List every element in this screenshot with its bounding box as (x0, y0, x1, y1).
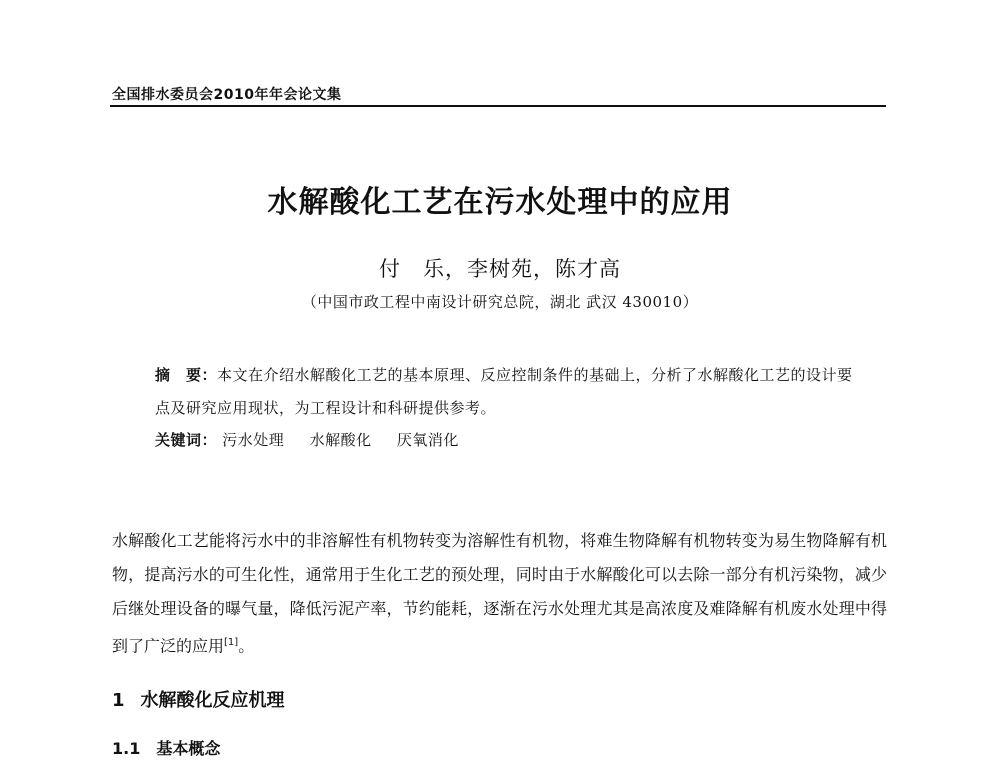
subsection-number: 1.1 (112, 739, 141, 758)
abstract-text: 本文在介绍水解酸化工艺的基本原理、反应控制条件的基础上，分析了水解酸化工艺的设计要点及研究应用现状，为工程设计和科研提供参考。 (155, 366, 853, 417)
subsection-heading-1-1 (112, 736, 220, 759)
paper-affiliation: （中国市政工程中南设计研究总院，湖北 武汉 430010） (301, 293, 699, 311)
section-heading-1 (112, 686, 285, 712)
paper-title: 水解酸化工艺在污水处理中的应用 (267, 185, 733, 220)
keyword-item: 污水处理 (222, 431, 285, 449)
intro-text: 水解酸化工艺能将污水中的非溶解性有机物转变为溶解性有机物，将难生物降解有机物转变为易生物降解有机物，提高污水的可生化性，通常用于生化工艺的预处理，同时由于水解酸化可以去除一部分有机污染物，减少后继处理设备的曝气量，降低污泥产率，节约能耗，逐渐在污水处理尤其是高浓度及难降解有机废水处理中得到了广泛的应用 (112, 531, 887, 656)
subsection-title: 基本概念 (156, 739, 221, 758)
keywords-label: 关键词： (155, 431, 218, 449)
citation-ref[interactable]: [1] (224, 637, 239, 648)
keyword-item: 水解酸化 (309, 431, 372, 449)
running-header: 全国排水委员会2010年年会论文集 (112, 87, 342, 103)
abstract-label: 摘 要： (155, 366, 218, 384)
paper-authors: 付 乐，李树苑，陈才高 (379, 257, 621, 281)
section-title: 水解酸化反应机理 (140, 690, 285, 711)
header-rule (110, 105, 886, 107)
keywords-block (155, 429, 479, 450)
intro-paragraph (112, 524, 887, 663)
abstract-block (155, 359, 855, 425)
intro-end: 。 (238, 636, 255, 656)
keyword-item: 厌氧消化 (396, 431, 459, 449)
section-number: 1 (112, 690, 125, 711)
